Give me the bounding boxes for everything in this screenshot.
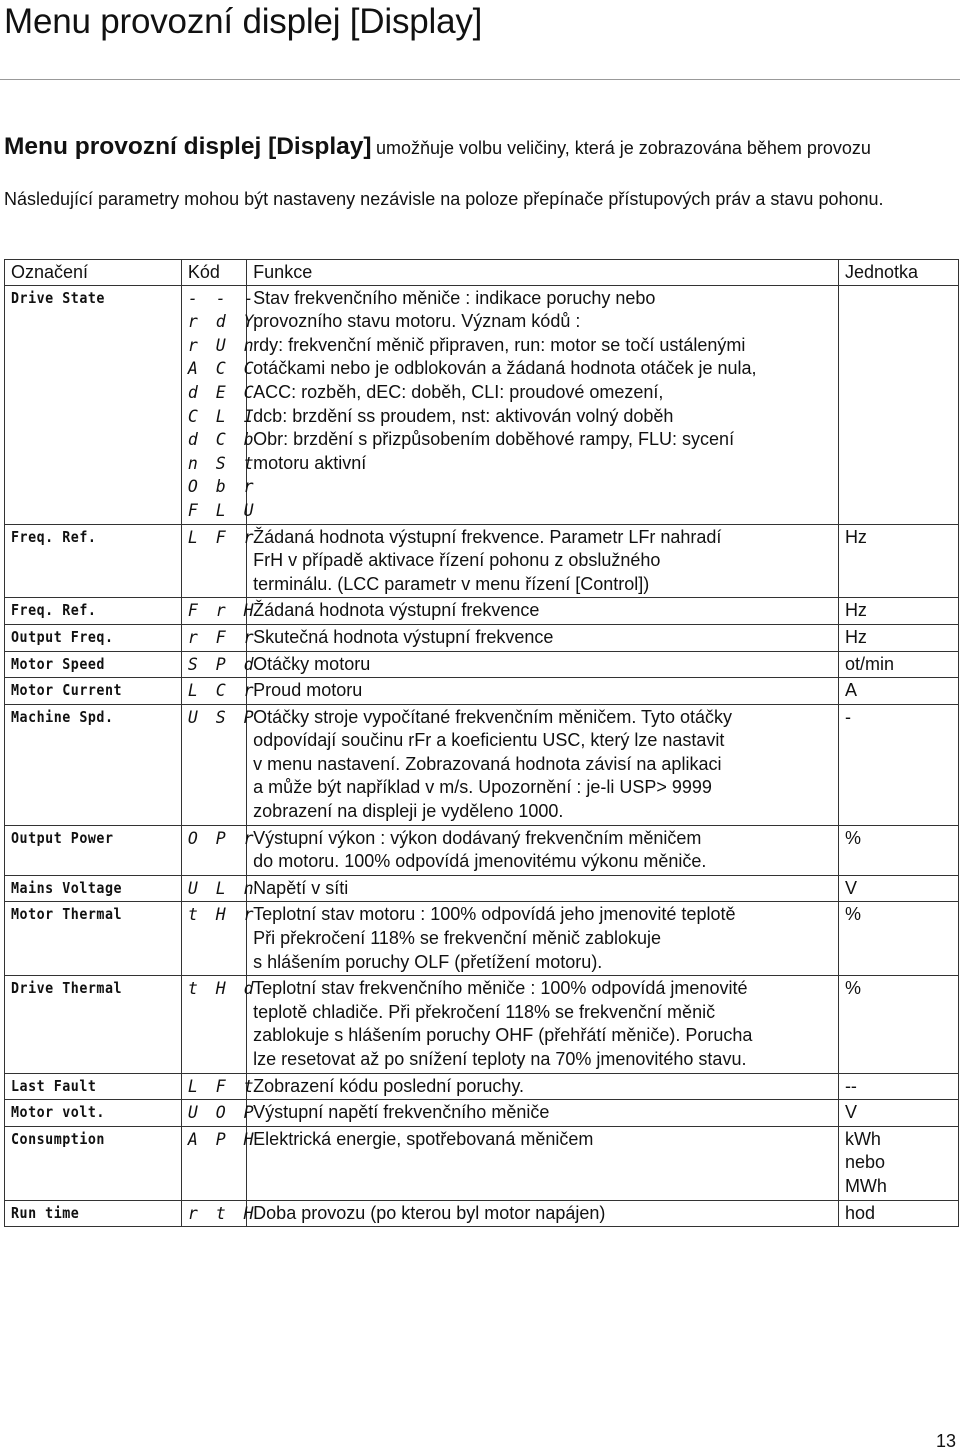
designation-cell xyxy=(5,704,182,825)
segment-code: t H r xyxy=(187,905,258,925)
table-row xyxy=(5,1073,959,1100)
unit-cell xyxy=(838,285,958,524)
lcd-label: Machine Spd. xyxy=(11,707,114,726)
segment-code: r F r xyxy=(187,627,258,647)
page-number: 13 xyxy=(935,1431,956,1451)
designation-cell xyxy=(5,624,182,651)
segment-code: A P H xyxy=(187,1129,258,1149)
function-line: Otáčky motoru xyxy=(253,653,371,674)
code-cell xyxy=(181,976,258,1073)
section-heading-bold: Menu provozní displej [Display] xyxy=(4,133,372,160)
parameters-table xyxy=(4,259,959,1227)
segment-code: U L n xyxy=(187,878,258,898)
unit-line: Hz xyxy=(844,600,867,621)
code-cell xyxy=(181,1100,258,1127)
lcd-label: Last Fault xyxy=(11,1076,97,1095)
designation-cell xyxy=(5,524,182,598)
function-line: Výstupní výkon : výkon dodávaný frekvenčním měničem xyxy=(253,827,702,848)
lcd-label: Output Power xyxy=(11,828,114,847)
unit-line: ot/min xyxy=(844,653,894,674)
code-cell xyxy=(181,825,258,875)
function-line: Výstupní napětí frekvenčního měniče xyxy=(253,1102,550,1123)
segment-code: r U n xyxy=(187,335,258,355)
function-line: Napětí v síti xyxy=(253,877,349,898)
page-title: Menu provozní displej [Display] xyxy=(4,2,483,41)
function-line: teplotě chladiče. Při překročení 118% se frekvenční měnič xyxy=(253,1001,716,1022)
function-line: Žádaná hodnota výstupní frekvence. Parametr LFr nahradí xyxy=(253,526,722,547)
unit-cell xyxy=(838,902,958,976)
unit-line: - xyxy=(844,706,851,727)
lcd-label: Motor Speed xyxy=(11,654,105,673)
designation-cell xyxy=(5,875,182,902)
unit-line: -- xyxy=(844,1075,857,1096)
function-cell xyxy=(247,1200,839,1227)
table-row xyxy=(5,678,959,705)
unit-cell xyxy=(838,704,958,825)
table-header-row xyxy=(5,260,959,286)
function-line: Zobrazení kódu poslední poruchy. xyxy=(253,1075,525,1096)
lcd-label: Run time xyxy=(11,1203,80,1222)
function-cell xyxy=(247,285,839,524)
function-line: Doba provozu (po kterou byl motor napájen) xyxy=(253,1202,606,1223)
unit-cell xyxy=(838,651,958,678)
header-funkce: Funkce xyxy=(247,260,839,286)
table-body xyxy=(5,285,959,1227)
function-line: otáčkami nebo je odblokován a žádaná hodnota otáček je nula, xyxy=(253,358,757,379)
designation-cell xyxy=(5,678,182,705)
function-cell xyxy=(247,524,839,598)
unit-line: nebo xyxy=(844,1152,885,1173)
unit-line: % xyxy=(844,904,861,925)
table-row xyxy=(5,1100,959,1127)
segment-code: C L I xyxy=(187,406,258,426)
function-line: Při překročení 118% se frekvenční měnič zablokuje xyxy=(253,928,662,949)
function-line: Stav frekvenčního měniče : indikace poruchy nebo xyxy=(253,287,656,308)
segment-code: r d Y xyxy=(187,312,258,332)
function-cell xyxy=(247,704,839,825)
segment-code: d C b xyxy=(187,430,258,450)
lcd-label: Consumption xyxy=(11,1129,105,1148)
function-cell xyxy=(247,651,839,678)
function-line: FrH v případě aktivace řízení pohonu z obslužného xyxy=(253,550,661,571)
lcd-label: Motor Thermal xyxy=(11,905,123,924)
function-line: Teplotní stav motoru : 100% odpovídá jeho jmenovité teplotě xyxy=(253,904,736,925)
function-line: Žádaná hodnota výstupní frekvence xyxy=(253,600,540,621)
designation-cell xyxy=(5,1073,182,1100)
unit-cell xyxy=(838,1073,958,1100)
function-cell xyxy=(247,1100,839,1127)
table-row xyxy=(5,875,959,902)
function-cell xyxy=(247,598,839,625)
header-oznaceni: Označení xyxy=(5,260,182,286)
function-line: ACC: rozběh, dEC: doběh, CLI: proudové omezení, xyxy=(253,381,664,402)
function-line: Elektrická energie, spotřebovaná měničem xyxy=(253,1128,594,1149)
header-kod: Kód xyxy=(181,260,246,286)
intro-paragraph: Následující parametry mohou být nastaveny nezávisle na poloze přepínače přístupových práv a stavu pohonu. xyxy=(4,189,884,209)
table-row xyxy=(5,285,959,524)
function-line: terminálu. (LCC parametr v menu řízení [Control]) xyxy=(253,573,650,594)
unit-line: Hz xyxy=(844,526,867,547)
unit-line: V xyxy=(844,877,857,898)
lcd-label: Mains Voltage xyxy=(11,878,123,897)
code-cell xyxy=(181,1200,258,1227)
function-cell xyxy=(247,624,839,651)
function-cell xyxy=(247,875,839,902)
designation-cell xyxy=(5,1126,182,1200)
unit-cell xyxy=(838,875,958,902)
code-cell xyxy=(181,285,258,524)
unit-cell xyxy=(838,678,958,705)
unit-cell xyxy=(838,524,958,598)
function-cell xyxy=(247,1126,839,1200)
table-row xyxy=(5,651,959,678)
segment-code: U S P xyxy=(187,707,258,727)
section-heading-rest: umožňuje volbu veličiny, která je zobrazována během provozu xyxy=(376,138,871,158)
lcd-label: Motor volt. xyxy=(11,1103,105,1122)
lcd-label: Freq. Ref. xyxy=(11,527,97,546)
segment-code: A C C xyxy=(187,359,258,379)
code-cell xyxy=(181,1126,258,1200)
code-cell xyxy=(181,524,258,598)
code-cell xyxy=(181,704,258,825)
function-line: do motoru. 100% odpovídá jmenovitému výkonu měniče. xyxy=(253,851,707,872)
function-line: lze resetovat až po snížení teploty na 70% jmenovitého stavu. xyxy=(253,1049,747,1069)
unit-line: A xyxy=(844,680,857,701)
function-line: s hlášením poruchy OLF (přetížení motoru). xyxy=(253,951,603,972)
segment-code: F L U xyxy=(187,500,258,520)
unit-cell xyxy=(838,598,958,625)
segment-code: F r H xyxy=(187,601,258,621)
code-cell xyxy=(181,1073,258,1100)
lcd-label: Motor Current xyxy=(11,681,123,700)
function-cell xyxy=(247,678,839,705)
unit-cell xyxy=(838,825,958,875)
code-cell xyxy=(181,678,258,705)
designation-cell xyxy=(5,825,182,875)
code-cell xyxy=(181,651,258,678)
segment-code: - - - xyxy=(187,288,258,308)
code-cell xyxy=(181,598,258,625)
lcd-label: Output Freq. xyxy=(11,627,114,646)
segment-code: L C r xyxy=(187,681,258,701)
unit-cell xyxy=(838,976,958,1073)
designation-cell xyxy=(5,651,182,678)
table-row xyxy=(5,624,959,651)
function-line: provozního stavu motoru. Význam kódů : xyxy=(253,311,581,332)
designation-cell xyxy=(5,976,182,1073)
table-row xyxy=(5,598,959,625)
segment-code: L F r xyxy=(187,527,258,547)
section-heading xyxy=(4,133,871,161)
function-line: Teplotní stav frekvenčního měniče : 100% odpovídá jmenovité xyxy=(253,978,748,999)
code-cell xyxy=(181,875,258,902)
function-line: zablokuje s hlášením poruchy OHF (přehřátí měniče). Porucha xyxy=(253,1025,753,1046)
function-line: a může být například v m/s. Upozornění : je-li USP> 9999 xyxy=(253,777,712,798)
table-row xyxy=(5,825,959,875)
function-line: dcb: brzdění ss proudem, nst: aktivován volný doběh xyxy=(253,405,674,426)
unit-cell xyxy=(838,624,958,651)
table-row xyxy=(5,902,959,976)
table-row xyxy=(5,704,959,825)
segment-code: S P d xyxy=(187,654,258,674)
lcd-label: Drive Thermal xyxy=(11,979,123,998)
segment-code: n S t xyxy=(187,453,258,473)
code-cell xyxy=(181,624,258,651)
unit-cell xyxy=(838,1200,958,1227)
designation-cell xyxy=(5,1100,182,1127)
table-row xyxy=(5,524,959,598)
unit-line: hod xyxy=(844,1202,875,1223)
segment-code: t H d xyxy=(187,979,258,999)
header-jednotka: Jednotka xyxy=(838,260,958,286)
unit-line: % xyxy=(844,827,861,848)
segment-code: O b r xyxy=(187,477,258,497)
table-row xyxy=(5,1126,959,1200)
function-cell xyxy=(247,825,839,875)
segment-code: r t H xyxy=(187,1203,258,1223)
function-line: v menu nastavení. Zobrazovaná hodnota závisí na aplikaci xyxy=(253,753,722,774)
designation-cell xyxy=(5,598,182,625)
unit-line: kWh xyxy=(844,1128,881,1149)
unit-line: % xyxy=(844,978,861,999)
table-row xyxy=(5,976,959,1073)
unit-cell xyxy=(838,1100,958,1127)
function-line: Otáčky stroje vypočítané frekvenčním měničem. Tyto otáčky xyxy=(253,706,733,727)
function-line: zobrazení na displeji je vyděleno 1000. xyxy=(253,801,564,822)
unit-line: Hz xyxy=(844,626,867,647)
segment-code: O P r xyxy=(187,828,258,848)
unit-line: V xyxy=(844,1102,857,1123)
function-line: odpovídají součinu rFr a koeficientu USC, který lze nastavit xyxy=(253,730,725,751)
lcd-label: Drive State xyxy=(11,288,105,307)
designation-cell xyxy=(5,902,182,976)
function-line: Skutečná hodnota výstupní frekvence xyxy=(253,626,554,647)
title-divider xyxy=(0,79,960,80)
segment-code: U O P xyxy=(187,1103,258,1123)
designation-cell xyxy=(5,285,182,524)
function-line: rdy: frekvenční měnič připraven, run: motor se točí ustálenými xyxy=(253,334,746,355)
function-line: motoru aktivní xyxy=(253,452,367,473)
function-cell xyxy=(247,1073,839,1100)
code-cell xyxy=(181,902,258,976)
function-line: Obr: brzdění s přizpůsobením doběhové rampy, FLU: sycení xyxy=(253,429,735,450)
table-row xyxy=(5,1200,959,1227)
unit-cell xyxy=(838,1126,958,1200)
function-cell xyxy=(247,902,839,976)
segment-code: L F t xyxy=(187,1076,258,1096)
lcd-label: Freq. Ref. xyxy=(11,601,97,620)
function-cell xyxy=(247,976,839,1073)
segment-code: d E C xyxy=(187,382,258,402)
unit-line: MWh xyxy=(844,1175,887,1196)
function-line: Proud motoru xyxy=(253,680,363,701)
designation-cell xyxy=(5,1200,182,1227)
